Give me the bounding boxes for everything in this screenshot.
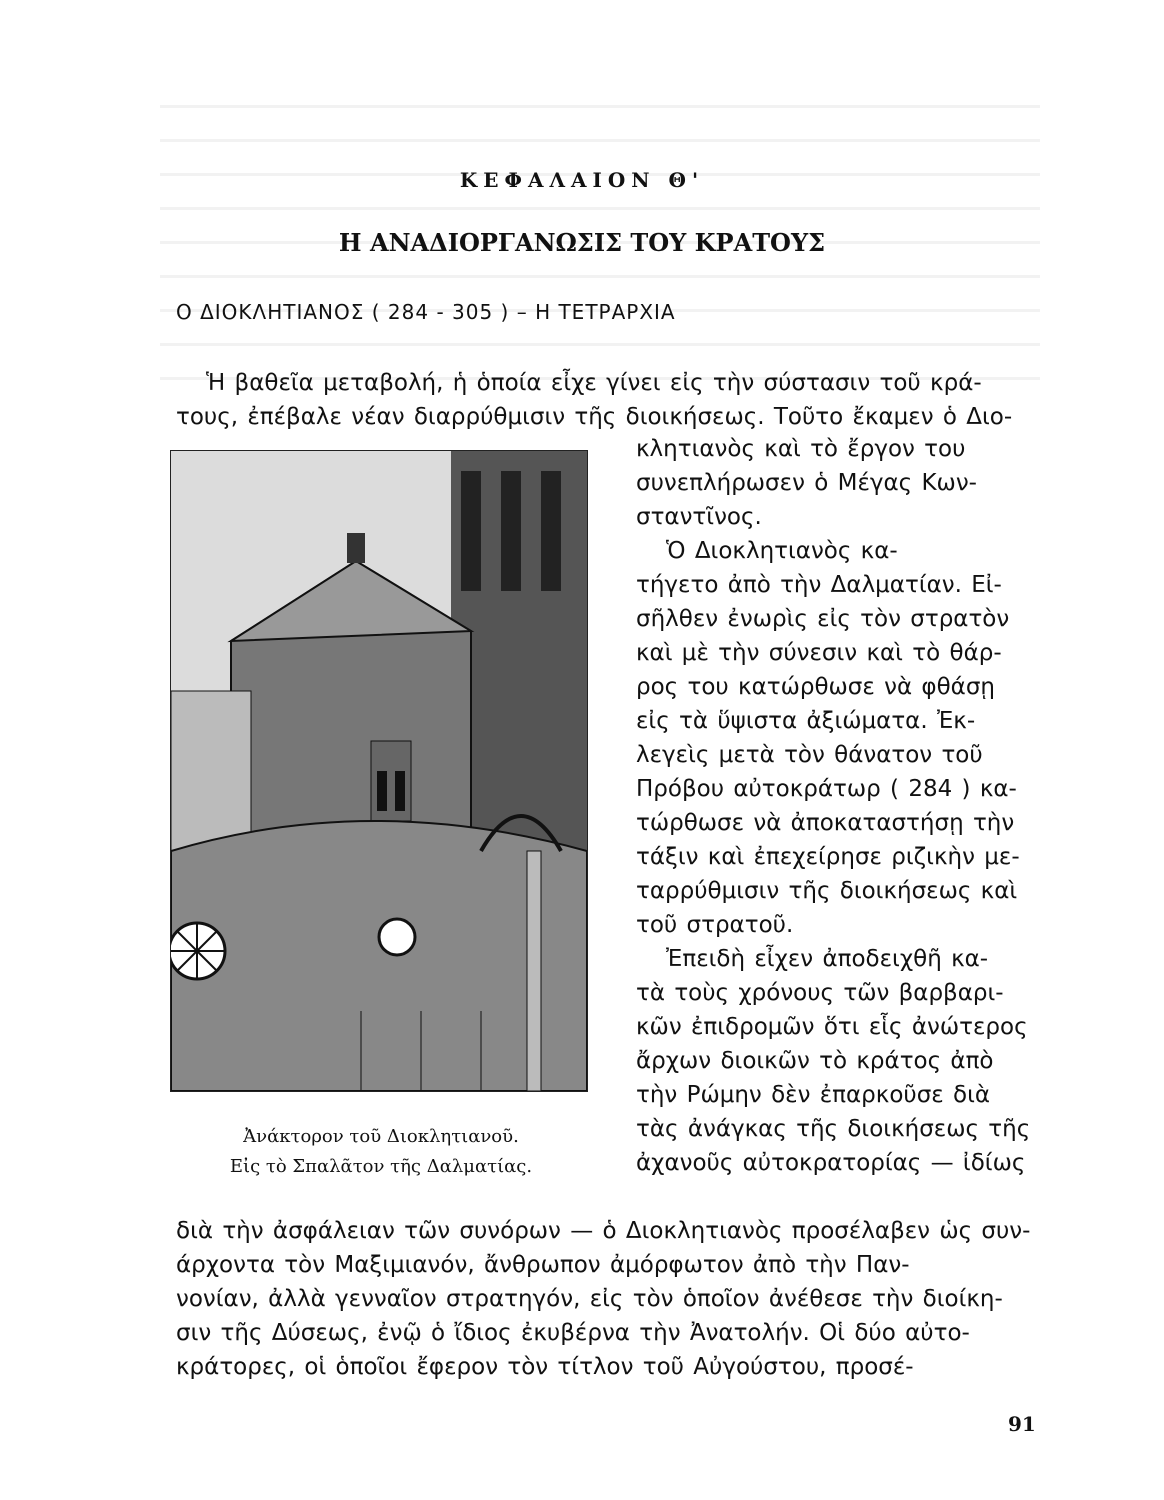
chapter-label: ΚΕΦΑΛΑΙΟΝ Θ' — [459, 168, 705, 192]
text-line: συνεπλήρωσεν ὁ Μέγας Κων- — [636, 470, 977, 496]
palace-drawing — [171, 451, 587, 1091]
text-line: ἀχανοῦς αὐτοκρατορίας — ἰδίως — [636, 1150, 1026, 1176]
text-line: τὰς ἀνάγκας τῆς διοικήσεως τῆς — [636, 1116, 1031, 1142]
caption-line: Εἰς τὸ Σπαλᾶτον τῆς Δαλματίας. — [229, 1156, 533, 1177]
text-line: τους, ἐπέβαλε νέαν διαρρύθμισιν τῆς διοικήσεως. Τοῦτο ἔκαμεν ὁ Διο- — [176, 404, 1013, 430]
palace-illustration — [170, 450, 588, 1092]
figure-caption — [176, 1122, 586, 1182]
text-line: τάξιν καὶ ἐπεχείρησε ριζικὴν με- — [636, 844, 1020, 870]
text-line: καὶ μὲ τὴν σύνεσιν καὶ τὸ θάρ- — [636, 640, 1002, 666]
text-line: τὴν Ρώμην δὲν ἐπαρκοῦσε διὰ — [636, 1082, 991, 1108]
text-line: Ὁ Διοκλητιανὸς κα- — [666, 538, 898, 564]
text-line: ἄρχων διοικῶν τὸ κράτος ἀπὸ — [636, 1048, 994, 1074]
page-number: 91 — [1008, 1412, 1036, 1436]
text-line: άρχοντα τὸν Μαξιμιανόν, ἄνθρωπον ἀμόρφωτον ἀπὸ τὴν Παν- — [176, 1252, 910, 1278]
text-line: ρος του κατώρθωσε νὰ φθάσῃ — [636, 674, 995, 700]
chapter-title: Η ΑΝΑΔΙΟΡΓΑΝΩΣΙΣ ΤΟΥ ΚΡΑΤΟΥΣ — [338, 228, 826, 257]
caption-line: Ἀνάκτορον τοῦ Διοκλητιανοῦ. — [243, 1126, 519, 1147]
text-line: Ἡ βαθεῖα μεταβολή, ἡ ὁποία εἶχε γίνει εἰς τὴν σύστασιν τοῦ κρά- — [206, 370, 982, 396]
text-line: τήγετο ἀπὸ τὴν Δαλματίαν. Εἰ- — [636, 572, 1002, 598]
text-line: σιν τῆς Δύσεως, ἐνῷ ὁ ἴδιος ἐκυβέρνα τὴν Ἀνατολήν. Οἱ δύο αὐτο- — [176, 1320, 970, 1346]
text-line: τώρθωσε νὰ ἀποκαταστήσῃ τὴν — [636, 810, 1015, 836]
text-line: Ἐπειδὴ εἶχεν ἀποδειχθῆ κα- — [666, 946, 989, 972]
text-line: κλητιανὸς καὶ τὸ ἔργον του — [636, 436, 966, 462]
text-line: κράτορες, οἱ ὁποῖοι ἔφερον τὸν τίτλον τοῦ Αὐγούστου, προσέ- — [176, 1354, 914, 1380]
text-line: Πρόβου αὐτοκράτωρ ( 284 ) κα- — [636, 776, 1017, 802]
paragraph-bottom — [176, 1214, 1042, 1384]
text-line: σῆλθεν ἐνωρὶς εἰς τὸν στρατὸν — [636, 606, 1010, 632]
text-line: τοῦ στρατοῦ. — [636, 912, 794, 938]
text-line: τὰ τοὺς χρόνους τῶν βαρβαρι- — [636, 980, 1004, 1006]
text-line: διὰ τὴν ἀσφάλειαν τῶν συνόρων — ὁ Διοκλητιανὸς προσέλαβεν ὡς συν- — [176, 1218, 1031, 1244]
text-line: κῶν ἐπιδρομῶν ὅτι εἷς ἀνώτερος — [636, 1014, 1028, 1040]
section-heading: Ο ΔΙΟΚΛΗΤΙΑΝΟΣ ( 284 - 305 ) – Η ΤΕΤΡΑΡΧΙΑ — [176, 300, 676, 324]
paragraph-intro — [176, 366, 1038, 434]
text-line: λεγεὶς μετὰ τὸν θάνατον τοῦ — [636, 742, 983, 768]
text-line: εἰς τὰ ὕψιστα ἀξιώματα. Ἐκ- — [636, 708, 976, 734]
text-line: σταντῖνος. — [636, 504, 762, 530]
text-line: νονίαν, ἀλλὰ γενναῖον στρατηγόν, εἰς τὸν ὁποῖον ἀνέθεσε τὴν διοίκη- — [176, 1286, 1003, 1312]
text-line: ταρρύθμισιν τῆς διοικήσεως καὶ — [636, 878, 1018, 904]
paragraph-right-column — [636, 432, 1042, 1180]
